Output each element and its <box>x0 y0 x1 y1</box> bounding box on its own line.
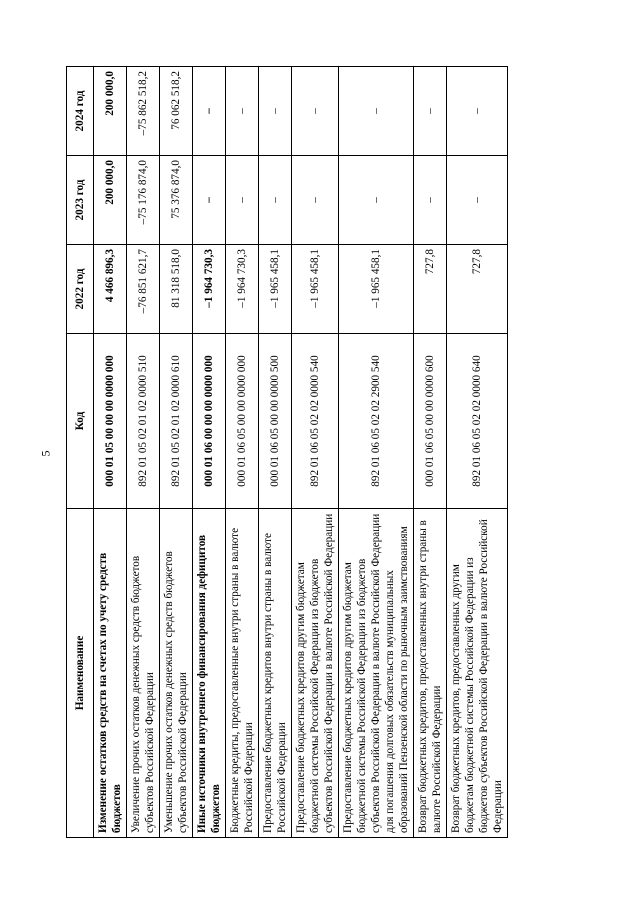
row-code: 892 01 05 02 01 02 0000 610 <box>160 334 193 509</box>
table-row <box>160 67 193 838</box>
row-2024: – <box>339 67 414 156</box>
row-2023: – <box>193 156 226 245</box>
row-code: 892 01 06 05 02 02 2900 540 <box>339 334 414 509</box>
header-2023: 2023 год <box>67 156 94 245</box>
row-2022: 81 318 518,0 <box>160 245 193 334</box>
row-name: Предоставление бюджетных кредитов другим бюджетам бюджетной системы Российской Федерации из бюджетов субъектов Российской Федерации в валюте Российской Федерации <box>292 509 339 838</box>
row-2022: –1 965 458,1 <box>292 245 339 334</box>
row-2023: 75 376 874,0 <box>160 156 193 245</box>
row-code: 000 01 06 05 00 00 0000 600 <box>414 334 447 509</box>
table-row <box>447 67 508 838</box>
row-name: Иные источники внутреннего финансирования дефицитов бюджетов <box>193 509 226 838</box>
row-code: 000 01 05 00 00 00 0000 000 <box>94 334 127 509</box>
row-name: Возврат бюджетных кредитов, предоставленных другим бюджетам бюджетной системы Российской Федерации из бюджетов субъектов Российской Федерации в валюте Российской Федерации <box>447 509 508 838</box>
table-header-row <box>67 67 94 838</box>
row-2022: –1 965 458,1 <box>259 245 292 334</box>
row-2024: – <box>292 67 339 156</box>
row-2022: 727,8 <box>447 245 508 334</box>
rotated-table-container <box>66 66 600 838</box>
row-2023: – <box>292 156 339 245</box>
row-2024: 200 000,0 <box>94 67 127 156</box>
row-2023: – <box>447 156 508 245</box>
row-2022: 727,8 <box>414 245 447 334</box>
row-name: Предоставление бюджетных кредитов внутри страны в валюте Российской Федерации <box>259 509 292 838</box>
header-2022: 2022 год <box>67 245 94 334</box>
header-2024: 2024 год <box>67 67 94 156</box>
row-2024: 76 062 518,2 <box>160 67 193 156</box>
row-2022: –1 964 730,3 <box>193 245 226 334</box>
table-row <box>127 67 160 838</box>
row-2024: – <box>259 67 292 156</box>
row-2022: –76 851 621,7 <box>127 245 160 334</box>
row-2022: –1 965 458,1 <box>339 245 414 334</box>
row-name: Возврат бюджетных кредитов, предоставленных внутри страны в валюте Российской Федерации <box>414 509 447 838</box>
table-row <box>226 67 259 838</box>
row-2023: – <box>414 156 447 245</box>
table-row <box>414 67 447 838</box>
table-row <box>193 67 226 838</box>
table-row <box>292 67 339 838</box>
row-code: 892 01 05 02 01 02 0000 510 <box>127 334 160 509</box>
row-2023: – <box>259 156 292 245</box>
table-row <box>94 67 127 838</box>
row-name: Предоставление бюджетных кредитов другим бюджетам бюджетной системы Российской Федерации из бюджетов субъектов Российской Федерации в валюте Российской Федерации для погашения долговых обязательств муниципальных образований Пензенской области по рыночным заимствованиям <box>339 509 414 838</box>
row-name: Уменьшение прочих остатков денежных средств бюджетов субъектов Российской Федерации <box>160 509 193 838</box>
row-name: Изменение остатков средств на счетах по учету средств бюджетов <box>94 509 127 838</box>
row-2022: –1 964 730,3 <box>226 245 259 334</box>
row-2023: 200 000,0 <box>94 156 127 245</box>
row-2024: – <box>447 67 508 156</box>
row-2022: 4 466 896,3 <box>94 245 127 334</box>
page-number: 5 <box>38 450 53 457</box>
table-row <box>259 67 292 838</box>
row-name: Увеличение прочих остатков денежных средств бюджетов субъектов Российской Федерации <box>127 509 160 838</box>
row-2023: – <box>226 156 259 245</box>
financing-sources-table <box>66 66 508 838</box>
row-code: 000 01 06 00 00 00 0000 000 <box>193 334 226 509</box>
row-2024: –75 862 518,2 <box>127 67 160 156</box>
row-name: Бюджетные кредиты, предоставленные внутри страны в валюте Российской Федерации <box>226 509 259 838</box>
row-code: 892 01 06 05 02 02 0000 540 <box>292 334 339 509</box>
row-2024: – <box>193 67 226 156</box>
header-code: Код <box>67 334 94 509</box>
header-name: Наименование <box>67 509 94 838</box>
row-code: 892 01 06 05 02 02 0000 640 <box>447 334 508 509</box>
row-code: 000 01 06 05 00 00 0000 500 <box>259 334 292 509</box>
row-code: 000 01 06 05 00 00 0000 000 <box>226 334 259 509</box>
table-row <box>339 67 414 838</box>
row-2023: –75 176 874,0 <box>127 156 160 245</box>
row-2023: – <box>339 156 414 245</box>
row-2024: – <box>414 67 447 156</box>
row-2024: – <box>226 67 259 156</box>
